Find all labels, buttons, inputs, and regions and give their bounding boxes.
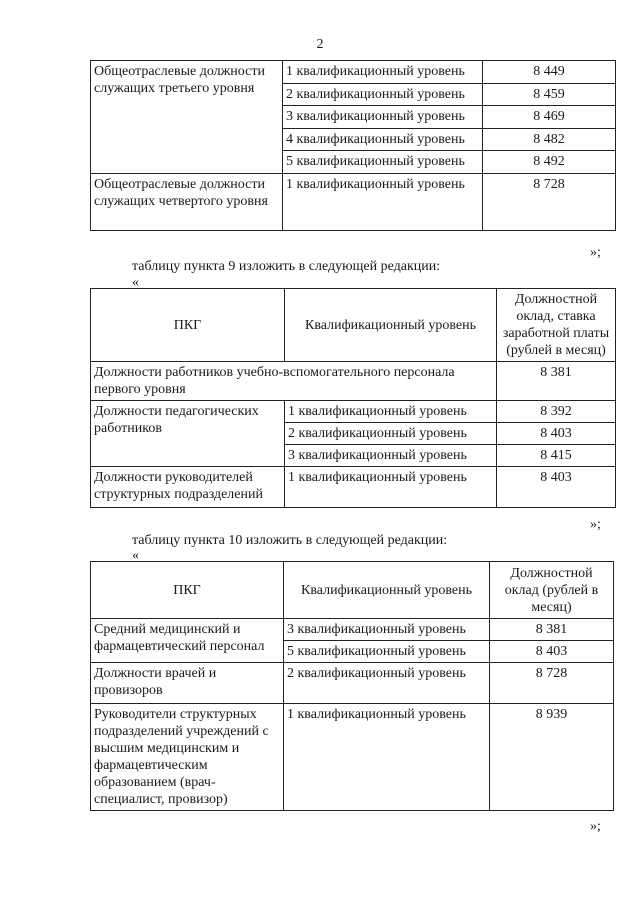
- salary-cell: 8 728: [490, 663, 614, 704]
- level-cell: 3 квалификационный уровень: [284, 619, 490, 641]
- level-cell: 1 квалификационный уровень: [285, 401, 497, 423]
- level-cell: 5 квалификационный уровень: [284, 641, 490, 663]
- table-header-row: [91, 562, 614, 619]
- salary-cell: 8 381: [497, 362, 616, 401]
- header-level: Квалификационный уровень: [284, 562, 490, 619]
- table-header-row: [91, 289, 616, 362]
- open-quote: «: [132, 275, 139, 290]
- level-cell: 1 квалификационный уровень: [284, 704, 490, 811]
- level-cell: 4 квалификационный уровень: [283, 128, 483, 151]
- salary-cell: 8 482: [483, 128, 616, 151]
- pkg-cell: Должности врачей и провизоров: [91, 663, 284, 704]
- open-quote: «: [132, 548, 139, 563]
- pkg-cell: Должности педагогических работников: [91, 401, 285, 467]
- salary-table-continued: [90, 60, 616, 231]
- pkg-cell: Средний медицинский и фармацевтический персонал: [91, 619, 284, 663]
- table-row: [91, 467, 616, 508]
- pkg-cell: Общеотраслевые должности служащих третьего уровня: [91, 61, 283, 174]
- table-row: [91, 663, 614, 704]
- header-salary: Должностной оклад, ставка заработной платы (рублей в месяц): [497, 289, 616, 362]
- table-row: [91, 704, 614, 811]
- level-cell: 2 квалификационный уровень: [283, 83, 483, 106]
- level-cell: 2 квалификационный уровень: [284, 663, 490, 704]
- section10-intro: таблицу пункта 10 изложить в следующей редакции:: [132, 533, 448, 548]
- header-pkg: ПКГ: [91, 562, 284, 619]
- level-cell: 3 квалификационный уровень: [283, 106, 483, 129]
- table-row: [91, 401, 616, 423]
- salary-cell: 8 415: [497, 445, 616, 467]
- salary-cell: 8 469: [483, 106, 616, 129]
- pkg-cell: Общеотраслевые должности служащих четвертого уровня: [91, 174, 283, 231]
- salary-table-item9: [90, 288, 616, 508]
- level-cell: 2 квалификационный уровень: [285, 423, 497, 445]
- pkg-cell: Должности руководителей структурных подразделений: [91, 467, 285, 508]
- salary-cell: 8 403: [497, 467, 616, 508]
- closing-quote: »;: [590, 517, 601, 532]
- level-cell: 5 квалификационный уровень: [283, 151, 483, 174]
- table-row: [91, 61, 616, 84]
- salary-cell: 8 449: [483, 61, 616, 84]
- salary-cell: 8 392: [497, 401, 616, 423]
- salary-cell: 8 492: [483, 151, 616, 174]
- closing-quote: »;: [590, 819, 601, 834]
- table-row: [91, 619, 614, 641]
- level-cell: 1 квалификационный уровень: [283, 61, 483, 84]
- salary-cell: 8 459: [483, 83, 616, 106]
- salary-cell: 8 403: [490, 641, 614, 663]
- level-cell: 3 квалификационный уровень: [285, 445, 497, 467]
- closing-quote: »;: [590, 245, 601, 260]
- salary-table-item10: [90, 561, 614, 811]
- salary-cell: 8 728: [483, 174, 616, 231]
- header-salary: Должностной оклад (рублей в месяц): [490, 562, 614, 619]
- salary-cell: 8 403: [497, 423, 616, 445]
- section9-intro: таблицу пункта 9 изложить в следующей редакции:: [132, 259, 441, 274]
- header-level: Квалификационный уровень: [285, 289, 497, 362]
- table-row: [91, 362, 616, 401]
- salary-cell: 8 381: [490, 619, 614, 641]
- table-row: [91, 174, 616, 231]
- pkg-cell: Должности работников учебно-вспомогательного персонала первого уровня: [91, 362, 497, 401]
- pkg-cell: Руководители структурных подразделений учреждений с высшим медицинским и фармацевтическим образованием (врач-специалист, провизор): [91, 704, 284, 811]
- level-cell: 1 квалификационный уровень: [285, 467, 497, 508]
- level-cell: 1 квалификационный уровень: [283, 174, 483, 231]
- page-number: 2: [316, 37, 324, 52]
- header-pkg: ПКГ: [91, 289, 285, 362]
- salary-cell: 8 939: [490, 704, 614, 811]
